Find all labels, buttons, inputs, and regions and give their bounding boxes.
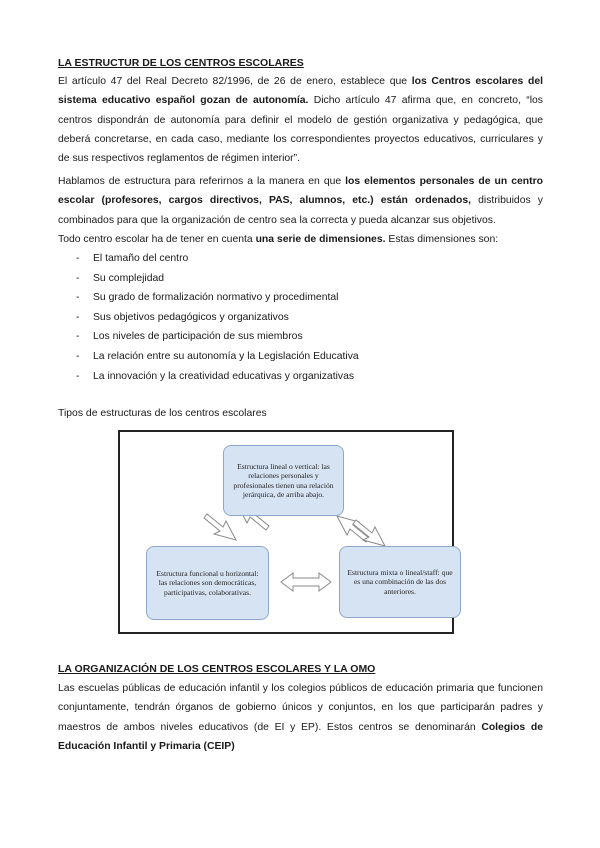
text-run: El artículo 47 del Real Decreto 82/1996, de 26 de enero, establece que bbox=[58, 76, 412, 87]
section-heading-estructura: LA ESTRUCTUR DE LOS CENTROS ESCOLARES bbox=[58, 57, 304, 69]
box-estructura-funcional: Estructura funcional u horizontal: las relaciones son democráticas, participativas, colaborativas. bbox=[146, 546, 269, 620]
list-item: - La innovación y la creatividad educativas y organizativas bbox=[58, 367, 359, 387]
box-estructura-lineal: Estructura lineal o vertical: las relaciones personales y profesionales tienen una relación jerárquica, de arriba abajo. bbox=[223, 445, 344, 516]
list-item: - Los niveles de participación de sus miembros bbox=[58, 327, 359, 347]
diagram-caption: Tipos de estructuras de los centros escolares bbox=[58, 408, 267, 419]
bold-run: los elementos personales de un centro escolar (profesores, cargos directivos, PAS, alumnos, etc.) están ordenados, bbox=[58, 176, 543, 207]
text-run: Hablamos de estructura para referirnos a la manera en que bbox=[58, 176, 346, 187]
arrow-left-right-icon bbox=[281, 573, 331, 591]
arrow-top-right-icon bbox=[337, 516, 385, 546]
text-run: distribuidos y combinados para que la organización de centro sea la correcta y pueda alcanzar sus objetivos. bbox=[58, 195, 543, 226]
paragraph-estructura-definicion bbox=[58, 172, 543, 230]
text-run: Las escuelas públicas de educación infantil y los colegios públicos de educación primaria que funcionen conjuntamente, tendrán órganos de gobierno únicos y conjuntos, en los que participarán padres y maestros de ambos niveles educativos (de EI y EP). Estos centros se denominarán bbox=[58, 683, 543, 733]
list-item: - Su complejidad bbox=[58, 269, 359, 289]
bold-run: Colegios de Educación Infantil y Primaria (CEIP) bbox=[58, 721, 543, 752]
bold-run: una serie de dimensiones. bbox=[255, 234, 386, 245]
structure-types-diagram bbox=[118, 430, 454, 634]
text-run: Estas dimensiones son: bbox=[385, 234, 499, 245]
list-item: - El tamaño del centro bbox=[58, 249, 359, 269]
bold-run: los Centros escolares del sistema educativo español gozan de autonomía. bbox=[58, 76, 543, 107]
list-item: - La relación entre su autonomía y la Legislación Educativa bbox=[58, 347, 359, 367]
dimensions-list bbox=[58, 249, 359, 386]
paragraph-dimensiones-intro bbox=[58, 230, 543, 249]
text-run: Dicho artículo 47 afirma que, en concreto, “los centros dispondrán de autonomía para definir el modelo de gestión organizativa y pedagógica, que deberá concretarse, en cada caso, mediante los correspondientes proyectos educativos, curriculares y de sus respectivos reglamentos de régimen interior”. bbox=[58, 95, 543, 165]
list-item: - Su grado de formalización normativo y procedimental bbox=[58, 288, 359, 308]
list-item: - Sus objetivos pedagógicos y organizativos bbox=[58, 308, 359, 328]
box-estructura-mixta: Estructura mixta o lineal/staff: que es una combinación de las dos anteriores. bbox=[339, 546, 461, 618]
section-heading-organizacion: LA ORGANIZACIÓN DE LOS CENTROS ESCOLARES Y LA OMO bbox=[58, 663, 376, 675]
paragraph-real-decreto bbox=[58, 72, 543, 168]
paragraph-ceip bbox=[58, 679, 543, 756]
text-run: Todo centro escolar ha de tener en cuenta bbox=[58, 234, 256, 245]
